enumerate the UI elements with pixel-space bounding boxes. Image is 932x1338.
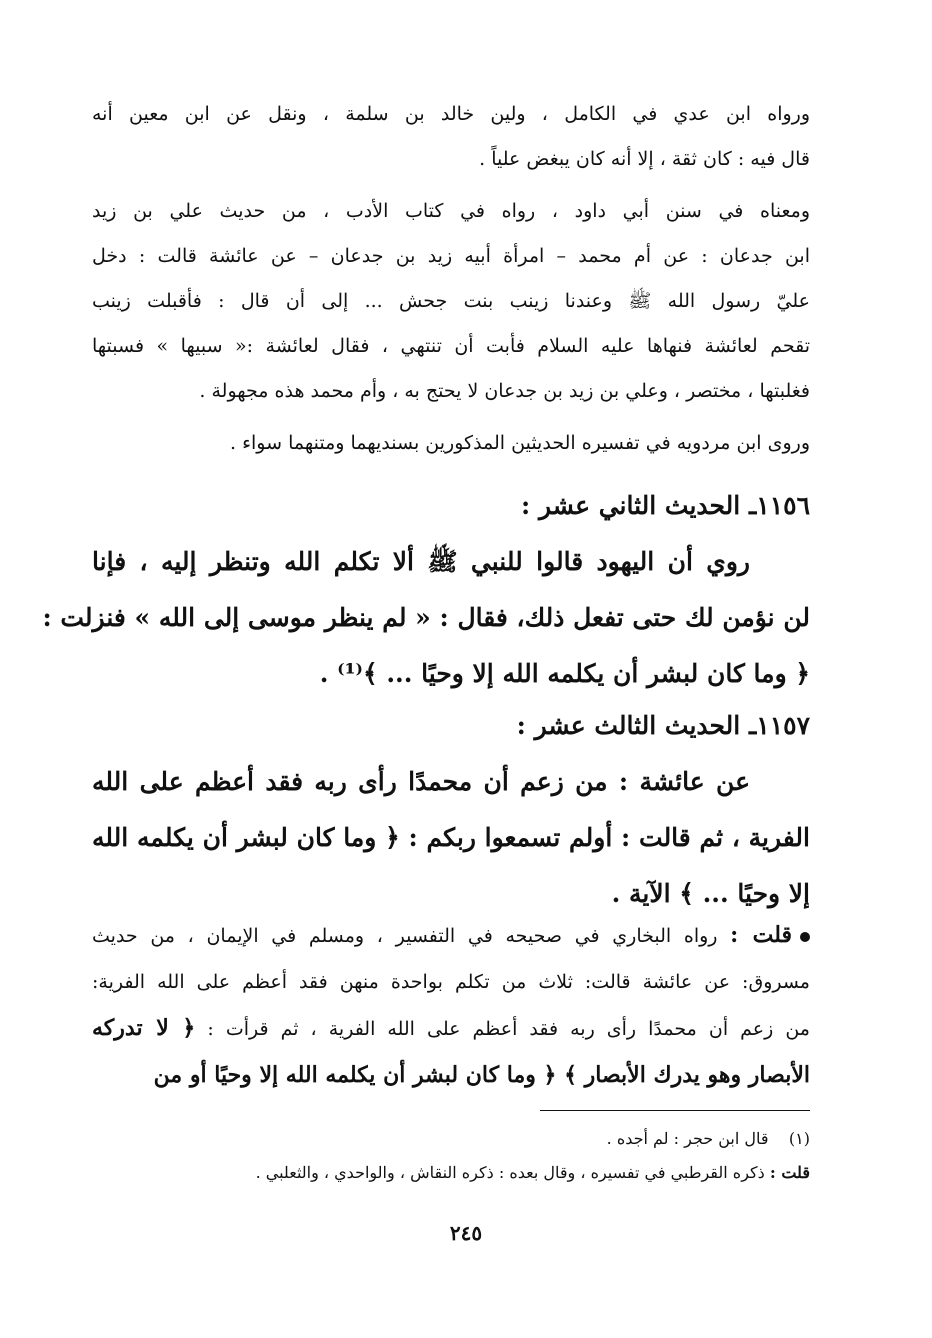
hadith-heading: ١١٥٧ـ الحديث الثالث عشر :	[516, 711, 810, 740]
commentary-line	[92, 912, 810, 959]
text-line: ومعناه في سنن أبي داود ، رواه في كتاب الأدب ، من حديث علي بن زيد	[92, 200, 810, 222]
bullet-icon	[800, 932, 810, 942]
text-line: ورواه ابن عدي في الكامل ، ولين خالد بن سلمة ، ونقل عن ابن معين أنه	[92, 103, 810, 125]
footnotes	[92, 1122, 810, 1190]
paragraph-ibn-mardawayh	[92, 421, 810, 466]
quran-verse-start: ﴿ لا تدركه	[92, 1015, 196, 1041]
hadith-line: روي أن اليهود قالوا للنبي ﷺ ألا تكلم الله وتنظر إليه ، فإنا	[92, 547, 750, 576]
footnote-marker: (١)	[788, 1129, 810, 1148]
commentary-qult	[92, 912, 810, 1098]
commentary-text: من زعم أن محمدًا رأى ربه فقد أعظم على الله الفرية ، ثم قرأت :	[207, 1018, 810, 1040]
hadith-1157	[92, 698, 810, 922]
footnote-2	[92, 1156, 810, 1190]
quran-verse-line: الأبصار وهو يدرك الأبصار ﴾ ﴿ وما كان لبشر أن يكلمه الله إلا وحيًا أو من	[153, 1062, 810, 1088]
paragraph-ibn-adi	[92, 92, 810, 182]
text-line: تقحم لعائشة فنهاها عليه السلام فأبت أن تنتهي ، فقال لعائشة :« سبيها » فسبتها	[92, 335, 810, 357]
text-line: وروى ابن مردويه في تفسيره الحديثين المذكورين بسنديهما ومتنهما سواء .	[230, 432, 810, 454]
page-number: ٢٤٥	[449, 1221, 483, 1245]
footnote-text: قال ابن حجر : لم أجده .	[606, 1129, 769, 1148]
hadith-line: إلا وحيًا ... ﴾ الآية .	[611, 879, 810, 908]
commentary-line	[92, 1005, 810, 1052]
footnote-1	[92, 1122, 810, 1156]
text-line: فغلبتها ، مختصر ، وعلي بن زيد بن جدعان لا يحتج به ، وأم محمد هذه مجهولة .	[199, 380, 810, 402]
footnote-text: ذكره القرطبي في تفسيره ، وقال بعده : ذكره النقاش ، والواحدي ، والثعلبي .	[255, 1163, 765, 1182]
footnote-qult-label: قلت :	[769, 1163, 810, 1182]
hadith-line: لن نؤمن لك حتى تفعل ذلك، فقال : « لم ينظر موسى إلى الله » فنزلت :	[42, 603, 810, 632]
commentary-text: رواه البخاري في صحيحه في التفسير ، ومسلم في الإيمان ، من حديث	[92, 925, 718, 947]
hadith-line: الفرية ، ثم قالت : أولم تسمعوا ربكم : ﴿ وما كان لبشر أن يكلمه الله	[92, 823, 810, 852]
hadith-line: عن عائشة : من زعم أن محمدًا رأى ربه فقد أعظم على الله	[92, 767, 750, 796]
hadith-line: ﴿ وما كان لبشر أن يكلمه الله إلا وحيًا ... ﴾⁽¹⁾ .	[319, 659, 810, 688]
qult-label: قلت :	[730, 922, 792, 948]
commentary-line: مسروق: عن عائشة قالت: ثلاث من تكلم بواحدة منهن فقد أعظم على الله الفرية:	[92, 971, 810, 993]
text-line: قال فيه : كان ثقة ، إلا أنه كان يبغض علياً .	[479, 148, 810, 170]
text-line: عليّ رسول الله ﷺ وعندنا زينب بنت جحش ... إلى أن قال : فأقبلت زينب	[92, 290, 810, 312]
hadith-1156	[42, 478, 810, 702]
hadith-heading: ١١٥٦ـ الحديث الثاني عشر :	[521, 491, 810, 520]
paragraph-abu-dawud	[92, 189, 810, 414]
footnote-divider	[540, 1110, 810, 1111]
text-line: ابن جدعان : عن أم محمد – امرأة أبيه زيد بن جدعان – عن عائشة قالت : دخل	[92, 245, 810, 267]
